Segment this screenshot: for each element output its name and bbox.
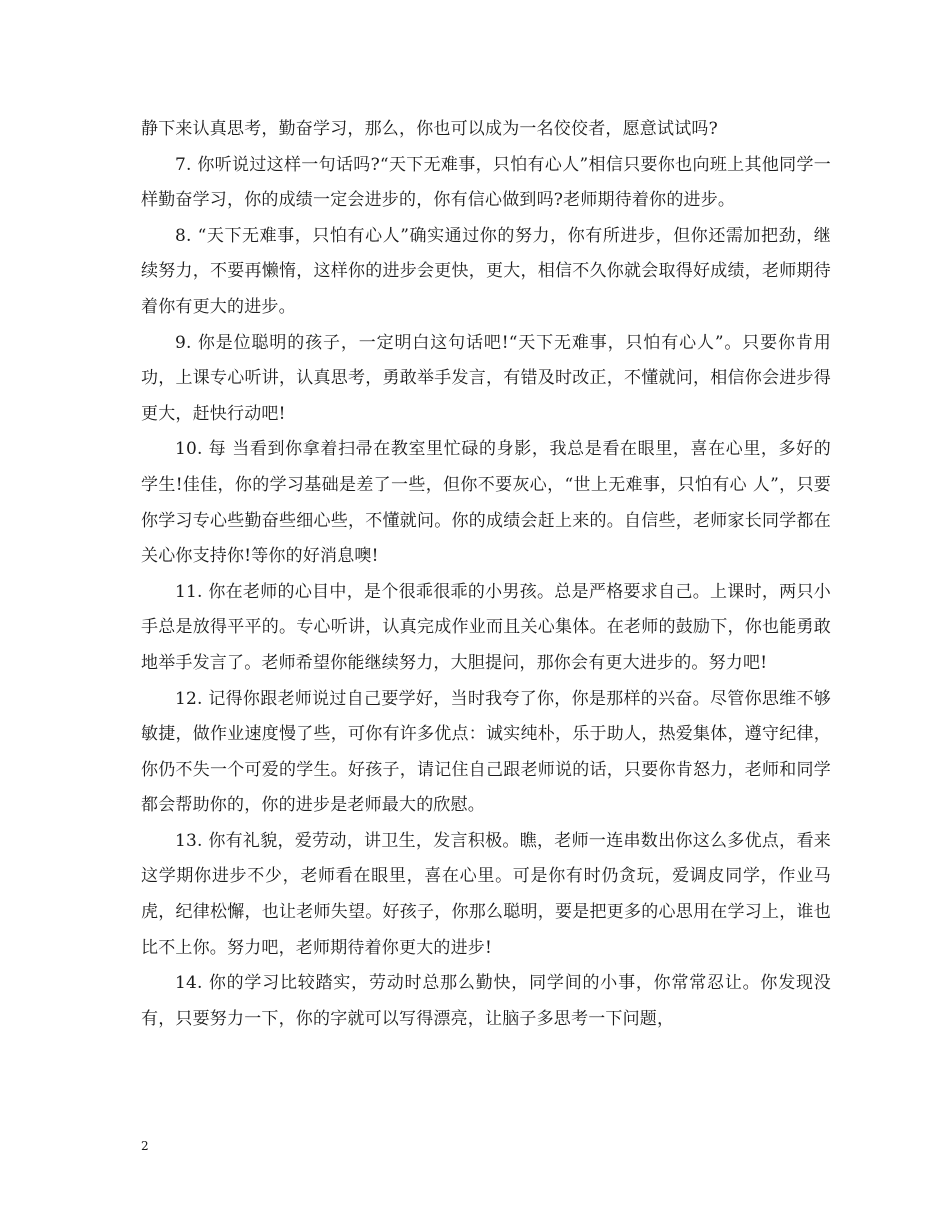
paragraph-8: 8. “天下无难事，只怕有心人”确实通过你的努力，你有所进步，但你还需加把劲，继续努力，不要再懒惰，这样你的进步会更快，更大，相信不久你就会取得好成绩，老师期待着你有更大的进步。 (141, 225, 831, 317)
paragraph-7: 7. 你听说过这样一句话吗?“天下无难事，只怕有心人”相信只要你也向班上其他同学一样勤奋学习，你的成绩一定会进步的，你有信心做到吗?老师期待着你的进步。 (141, 154, 831, 211)
paragraph-14: 14. 你的学习比较踏实，劳动时总那么勤快，同学间的小事，你常常忍让。你发现没有，只要努力一下，你的字就可以写得漂亮，让脑子多思考一下问题， (141, 973, 831, 1029)
paragraph-11: 11. 你在老师的心目中，是个很乖很乖的小男孩。总是严格要求自己。上课时，两只小手总是放得平平的。专心听讲，认真完成作业而且关心集体。在老师的鼓励下，你也能勇敢地举手发言了。老师希望你能继续努力，大胆提问，那你会有更大进步的。努力吧! (141, 581, 831, 673)
paragraph-12: 12. 记得你跟老师说过自己要学好，当时我夸了你，你是那样的兴奋。尽管你思维不够敏捷，做作业速度慢了些，可你有许多优点：诚实纯朴，乐于助人，热爱集体，遵守纪律，你仍不失一个可爱的学生。好孩子，请记住自己跟老师说的话，只要你肯怒力，老师和同学都会帮助你的，你的进步是老师最大的欣慰。 (141, 688, 831, 816)
paragraph-13: 13. 你有礼貌，爱劳动，讲卫生，发言积极。瞧，老师一连串数出你这么多优点，看来这学期你进步不少，老师看在眼里，喜在心里。可是你有时仍贪玩，爱调皮同学，作业马虎，纪律松懈，也让老师失望。好孩子，你那么聪明，要是把更多的心思用在学习上，谁也比不上你。努力吧，老师期待着你更大的进步! (141, 830, 831, 958)
paragraph-9: 9. 你是位聪明的孩子，一定明白这句话吧!“天下无难事，只怕有心人”。只要你肯用功，上课专心听讲，认真思考，勇敢举手发言，有错及时改正，不懂就问，相信你会进步得更大，赶快行动吧! (141, 332, 831, 424)
paragraph-continuation: 静下来认真思考，勤奋学习，那么，你也可以成为一名佼佼者，愿意试试吗? (141, 119, 718, 139)
paragraph-10: 10. 每 当看到你拿着扫帚在教室里忙碌的身影，我总是看在眼里，喜在心里，多好的学生!佳佳，你的学习基础是差了一些，但你不要灰心，“世上无难事，只怕有心 人”，只要你学习专心些勤奋些细心些，不懂就问。你的成绩会赶上来的。自信些，老师家长同学都在关心你支持你!等你的好消息噢! (141, 439, 831, 567)
page-number: 2 (141, 1139, 149, 1153)
document-body (141, 112, 831, 1037)
